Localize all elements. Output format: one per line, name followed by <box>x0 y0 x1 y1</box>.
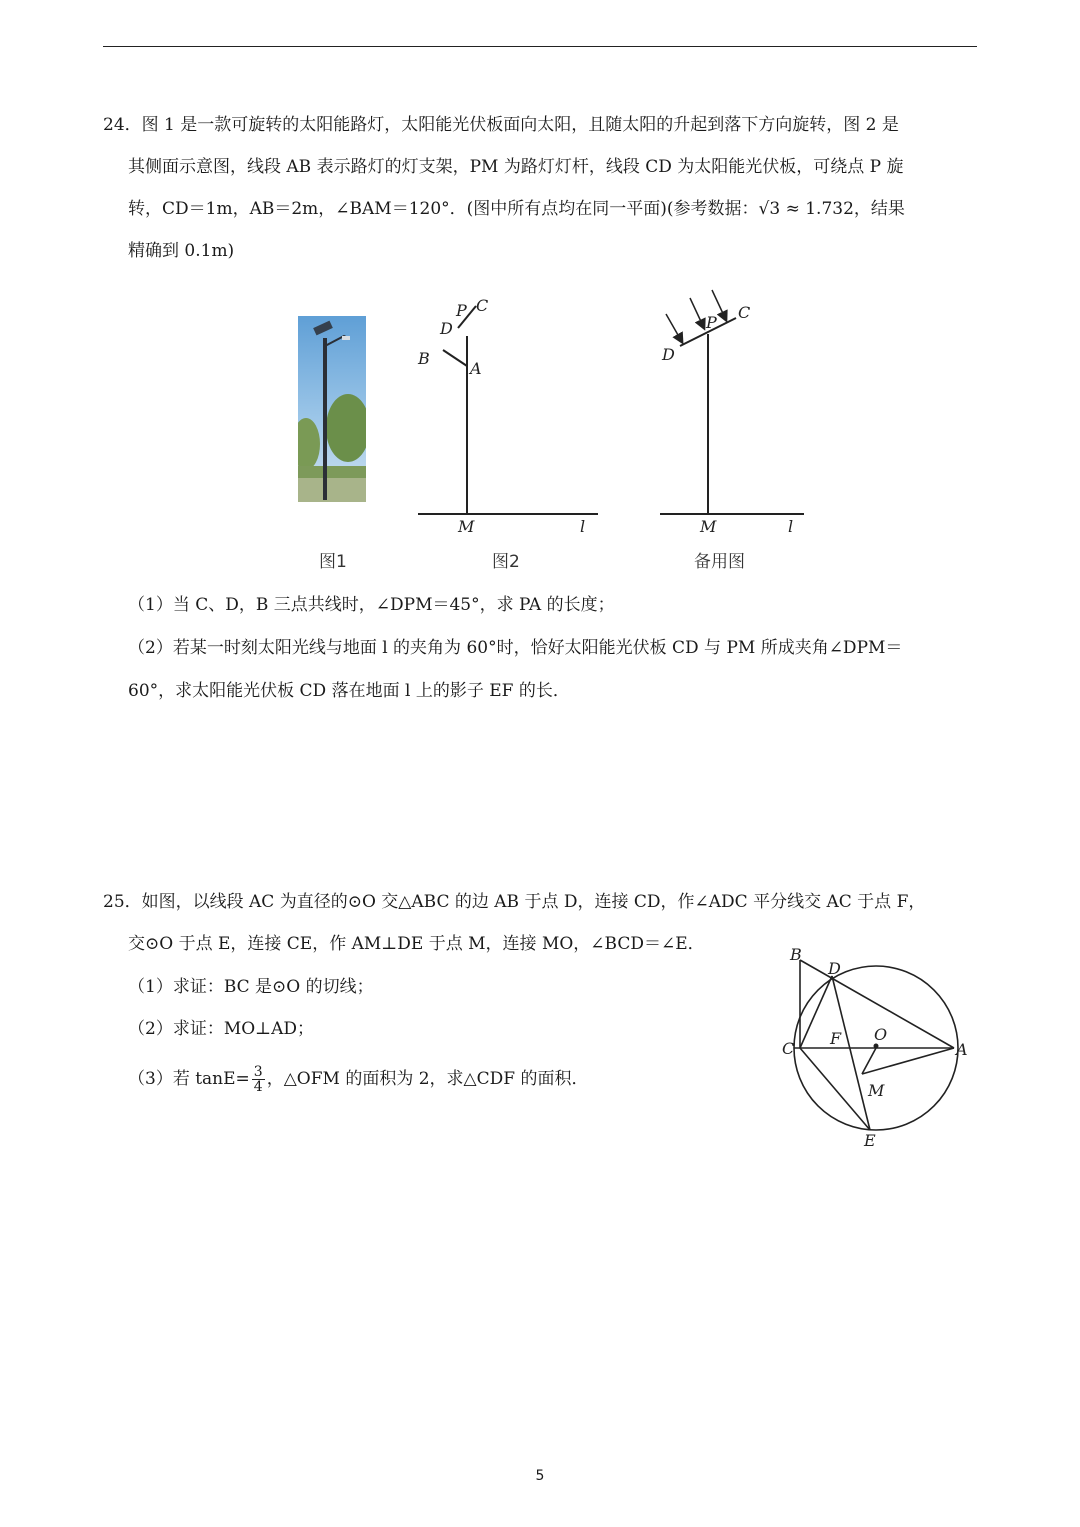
label-a: A <box>470 359 482 378</box>
label-l: l <box>580 517 586 536</box>
q25-part-2: （2）求证：MO⊥AD； <box>128 1019 315 1039</box>
figure-backup-caption: 备用图 <box>694 552 745 572</box>
sun-ray-2 <box>690 298 704 328</box>
segment-cd <box>800 976 832 1048</box>
label-d: D <box>440 319 453 338</box>
q25-line-1: 25．如图，以线段 AC 为直径的⊙O 交△ABC 的边 AB 于点 D，连接 CD，作∠ADC 平分线交 AC 于点 F， <box>103 892 926 912</box>
question-24 <box>103 104 977 272</box>
label-m: M <box>700 517 717 536</box>
center-dot <box>874 1044 879 1049</box>
q24-part-1: （1）当 C、D，B 三点共线时，∠DPM＝45°，求 PA 的长度； <box>128 595 615 615</box>
label-f: F <box>830 1029 842 1048</box>
q25-part-3-post: ，△OFM 的面积为 2，求△CDF 的面积． <box>266 1069 589 1089</box>
label-d: D <box>828 959 841 978</box>
tan-fraction-denominator: 4 <box>253 1079 263 1095</box>
q24-line-2: 其侧面示意图，线段 AB 表示路灯的灯支架，PM 为路灯灯杆，线段 CD 为太阳能光伏板，可绕点 P 旋 <box>128 157 904 177</box>
label-o: O <box>874 1025 888 1044</box>
segment-am <box>862 1048 954 1074</box>
figure-backup-diagram <box>654 284 814 542</box>
bracket-ab <box>443 350 467 366</box>
sun-ray-1 <box>666 314 682 342</box>
label-p: P <box>706 313 717 332</box>
figure-1-photo <box>298 316 366 502</box>
label-a: A <box>956 1040 968 1059</box>
label-b: B <box>790 945 802 964</box>
label-p: P <box>456 301 467 320</box>
label-m: M <box>458 517 475 536</box>
label-c: C <box>782 1039 795 1058</box>
q24-line-1: 24．图 1 是一款可旋转的太阳能路灯，太阳能光伏板面向太阳，且随太阳的升起到落下方向旋转，图 2 是 <box>103 115 899 135</box>
q25-part-3-pre: （3）若 tanE= <box>128 1069 250 1089</box>
q25-line-2: 交⊙O 于点 E，连接 CE，作 AM⊥DE 于点 M，连接 MO，∠BCD＝∠E． <box>128 934 705 954</box>
q24-line-4: 精确到 0.1m) <box>128 241 235 261</box>
q24-part-2-line-1: （2）若某一时刻太阳光线与地面 l 的夹角为 60°时，恰好太阳能光伏板 CD 与 PM 所成夹角∠DPM＝ <box>128 638 903 658</box>
tan-fraction-numerator: 3 <box>253 1064 263 1080</box>
figure-2-diagram <box>410 292 610 542</box>
figure-2-caption: 图2 <box>492 552 520 572</box>
q25-part-1: （1）求证：BC 是⊙O 的切线； <box>128 977 374 997</box>
label-c: C <box>738 303 751 322</box>
figure-1-caption: 图1 <box>319 552 347 572</box>
page-number: 5 <box>535 1468 545 1484</box>
label-m: M <box>868 1081 885 1100</box>
label-e: E <box>864 1131 876 1150</box>
figure-circle-diagram <box>778 940 978 1154</box>
q24-part-2-line-2: 60°，求太阳能光伏板 CD 落在地面 l 上的影子 EF 的长． <box>128 681 570 701</box>
tan-fraction <box>252 1065 265 1094</box>
q24-line-3: 转，CD＝1m，AB＝2m，∠BAM＝120°．(图中所有点均在同一平面)(参考数据：√3 ≈ 1.732，结果 <box>128 199 905 219</box>
q25-part-3 <box>128 1058 588 1100</box>
label-c: C <box>476 296 489 315</box>
label-l: l <box>788 517 794 536</box>
label-b: B <box>418 349 430 368</box>
label-d: D <box>662 345 675 364</box>
header-rule <box>103 46 977 47</box>
